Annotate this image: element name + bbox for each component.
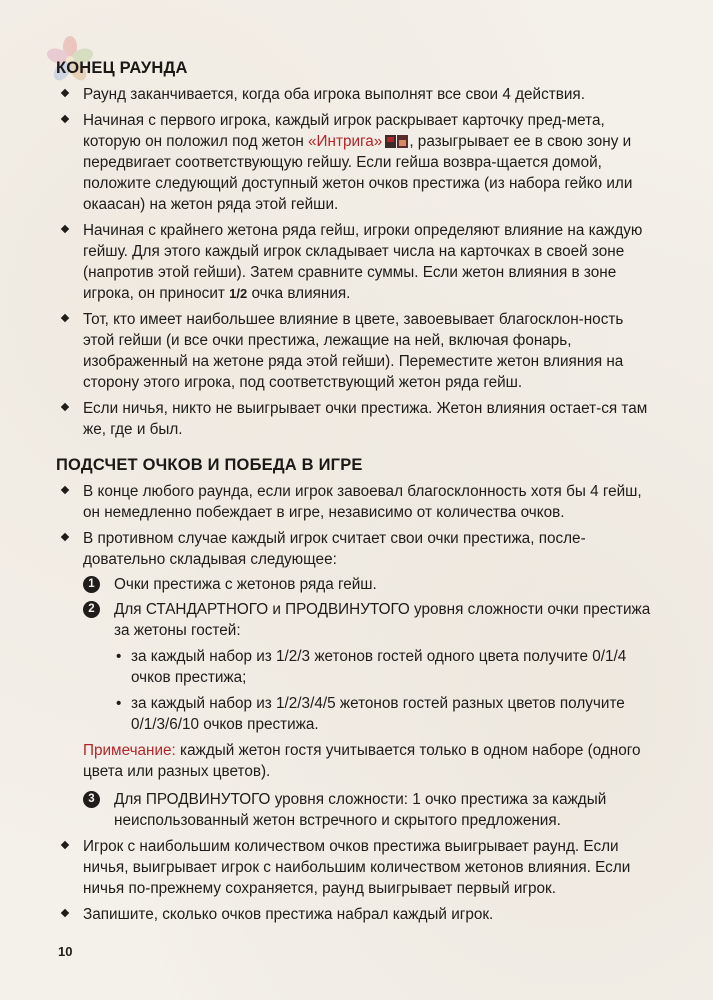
diamond-bullet-icon — [61, 89, 69, 97]
intrigue-token-icon — [385, 135, 409, 148]
section-title-round-end: КОНЕЦ РАУНДА — [56, 59, 188, 77]
step-text: Для СТАНДАРТНОГО и ПРОДВИНУТОГО уровня сложности очки престижа за жетоны гостей: — [114, 601, 651, 639]
list-item — [56, 904, 656, 925]
list-item — [56, 110, 656, 215]
numbered-step-3 — [83, 789, 656, 831]
list-item-text: В противном случае каждый игрок считает свои очки престижа, после-довательно складывая следующее: — [83, 530, 586, 568]
list-item-text: , разыгрывает ее в свою зону и передвигает соответствующую гейшу. Если гейша возвра-щается домой, положите следующий доступный жетон очков престижа (из набора гейко или окаасан) на жетон ряда этой гейши. — [83, 133, 633, 213]
step-text: Для ПРОДВИНУТОГО уровня сложности: 1 очко престижа за каждый неиспользованный жетон встречного и скрытого предложения. — [114, 791, 607, 829]
intrigue-term: «Интрига» — [308, 133, 383, 150]
list-item — [56, 398, 656, 440]
round-end-list — [56, 84, 656, 440]
numbered-step-1 — [83, 574, 656, 595]
step-number-badge: 2 — [83, 601, 100, 618]
scoring-list — [56, 481, 656, 925]
diamond-bullet-icon — [61, 841, 69, 849]
list-item-text: Если ничья, никто не выигрывает очки престижа. Жетон влияния остает-ся там же, где и был. — [83, 400, 648, 438]
sub-bullet: • — [116, 695, 122, 712]
list-item-text: Начиная с первого игрока, каждый игрок раскрывает карточку пред-мета, которую он положил под жетон — [83, 112, 605, 150]
list-item — [56, 84, 656, 105]
list-item — [56, 220, 656, 304]
sub-list-item — [83, 646, 656, 688]
diamond-bullet-icon — [61, 909, 69, 917]
sub-bullet: • — [116, 648, 122, 665]
section-title-scoring: ПОДСЧЕТ ОЧКОВ И ПОБЕДА В ИГРЕ — [56, 456, 363, 474]
list-item-text: Запишите, сколько очков престижа набрал каждый игрок. — [83, 906, 494, 923]
diamond-bullet-icon — [61, 486, 69, 494]
list-item — [56, 481, 656, 523]
list-item-text: очка влияния. — [247, 285, 351, 302]
sub-list-item — [83, 693, 656, 735]
diamond-bullet-icon — [61, 225, 69, 233]
sub-list-text: за каждый набор из 1/2/3/4/5 жетонов гостей разных цветов получите 0/1/3/6/10 очков престижа. — [131, 695, 625, 733]
numbered-step-2 — [83, 599, 656, 641]
note — [83, 740, 656, 782]
note-text: каждый жетон гостя учитывается только в одном наборе (одного цвета или разных цветов). — [83, 742, 641, 780]
list-item — [56, 528, 656, 831]
list-item-text: Начиная с крайнего жетона ряда гейш, игроки определяют влияние на каждую гейшу. Для этого каждый игрок складывает числа на карточках в своей зоне (напротив этой гейши). Затем сравните суммы. Если жетон влияния в зоне игрока, он приносит — [83, 222, 643, 302]
step-text: Очки престижа с жетонов ряда гейш. — [114, 576, 377, 593]
list-item-text: Игрок с наибольшим количеством очков престижа выигрывает раунд. Если ничья, выигрывает игрок с наибольшим количеством жетонов влияния. Если ничья по-прежнему сохраняется, раунд выигрывает первый игрок. — [83, 838, 631, 897]
list-item — [56, 309, 656, 393]
guest-set-list — [83, 646, 656, 735]
fraction-half: 1/2 — [229, 286, 248, 301]
diamond-bullet-icon — [61, 115, 69, 123]
list-item — [56, 836, 656, 899]
step-number-badge: 3 — [83, 791, 100, 808]
sub-list-text: за каждый набор из 1/2/3 жетонов гостей одного цвета получите 0/1/4 очков престижа; — [131, 648, 627, 686]
step-number-badge: 1 — [83, 576, 100, 593]
note-label: Примечание: — [83, 742, 176, 759]
list-item-text: Раунд заканчивается, когда оба игрока выполнят все свои 4 действия. — [83, 86, 585, 103]
page-number: 10 — [58, 944, 73, 959]
diamond-bullet-icon — [61, 533, 69, 541]
list-item-text: Тот, кто имеет наибольшее влияние в цвете, завоевывает благосклон-ность этой гейши (и все очки престижа, лежащие на ней, включая фонарь, изображенный на жетоне ряда этой гейши). Переместите жетон влияния на сторону этого игрока, под соответствующий жетон ряда гейш. — [83, 311, 624, 391]
content — [56, 57, 656, 925]
diamond-bullet-icon — [61, 403, 69, 411]
diamond-bullet-icon — [61, 314, 69, 322]
list-item-text: В конце любого раунда, если игрок завоевал благосклонность хотя бы 4 гейш, он немедленно побеждает в игре, независимо от количества очков. — [83, 483, 642, 521]
